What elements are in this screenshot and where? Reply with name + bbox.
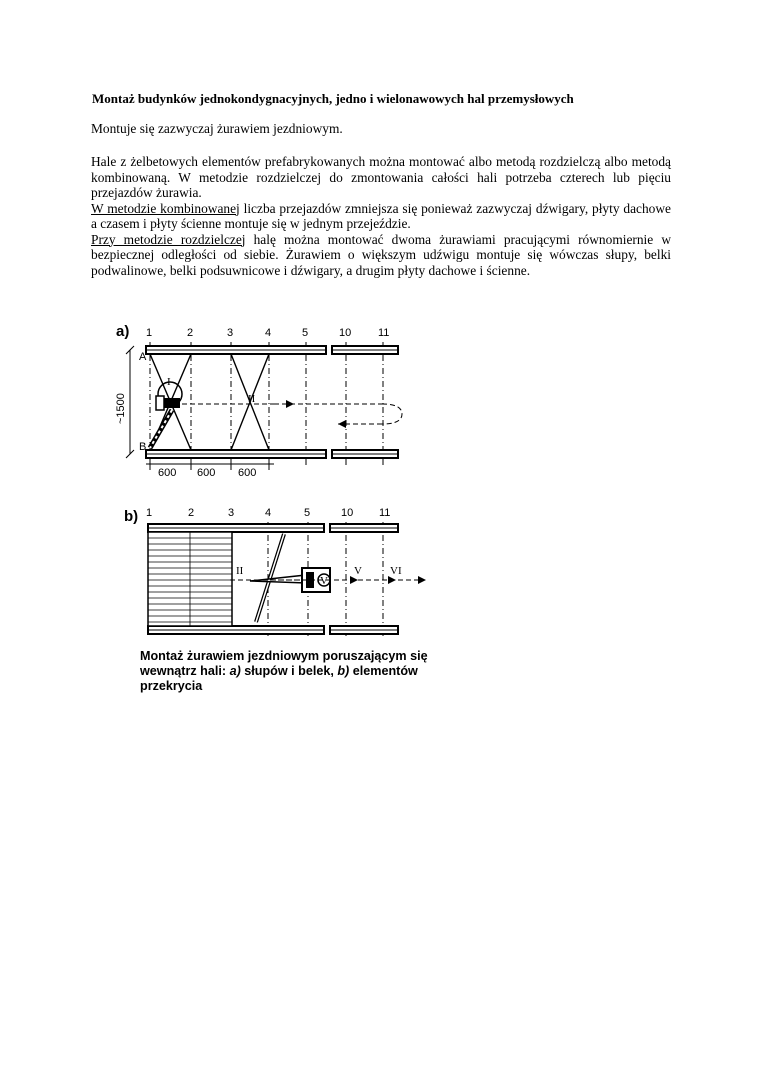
axis-label: 11 <box>378 327 390 339</box>
distributive-method-heading: Przy metodzie rozdzielczej <box>91 231 246 247</box>
axis-label: 1 <box>146 507 153 519</box>
arrow-right-icon <box>286 400 294 408</box>
combined-method-text: liczba przejazdów zmniejsza się ponieważ zazwyczaj dźwigary, płyty dachowe a czasem i płyty ścienne montuje się w jednym przejeździe. <box>91 200 671 231</box>
paragraph-methods <box>91 154 671 278</box>
row-label-b: B <box>139 441 147 453</box>
crane-position-marker: V <box>320 575 328 587</box>
caption-a-marker: a) <box>229 664 241 678</box>
axis-label: 2 <box>187 327 194 339</box>
axis-label: 11 <box>379 507 391 519</box>
position-label: VI <box>390 565 402 577</box>
arrow-right-icon <box>388 576 396 584</box>
axis-label: 4 <box>265 507 272 519</box>
arrow-right-icon <box>418 576 426 584</box>
distributive-method-text: halę można montować dwoma żurawiami pracującymi równomiernie w bezpiecznej odległości od siebie. Żurawiem o większym udźwigu montuje się wówczas słupy, belki podwalinowe, belki podsuwnicowe i dźwigary, a drugim płyty dachowe i ścienne. <box>91 231 671 278</box>
axis-label: 1 <box>146 327 153 339</box>
caption-line-3: przekrycia <box>140 679 203 693</box>
caption-a-text: słupów i belek, <box>240 664 338 678</box>
panel-a-travel-path <box>182 404 402 424</box>
axis-label: 2 <box>188 507 195 519</box>
axis-label: 10 <box>341 507 354 519</box>
position-label: I <box>167 376 171 388</box>
position-label: II <box>248 393 256 405</box>
panel-a-top-beam <box>146 346 398 354</box>
dimension-vertical-label: ~1500 <box>115 393 127 424</box>
caption-line-2-start: wewnątrz hali: <box>140 664 230 678</box>
caption-line-1: Montaż żurawiem jezdniowym poruszającym się <box>140 649 428 663</box>
dimension-label: 600 <box>158 467 177 479</box>
position-label: V <box>354 565 362 577</box>
axis-label: 5 <box>302 327 309 339</box>
crane-assembly-diagram <box>110 318 490 648</box>
dimension-vertical <box>126 346 134 458</box>
axis-label: 10 <box>339 327 352 339</box>
arrow-right-icon <box>350 576 358 584</box>
axis-label: 3 <box>228 507 235 519</box>
axis-label: 4 <box>265 327 272 339</box>
combined-method-heading: W metodzie kombinowanej <box>91 200 240 216</box>
panel-a-axis-labels <box>146 327 389 339</box>
panel-b-axis-labels <box>146 507 390 519</box>
panel-b-crane-boom <box>250 575 306 583</box>
methods-text-part1: Hale z żelbetowych elementów prefabrykowanych można montować albo metodą rozdzielczą albo metodą kombinowaną. W metodzie rozdzielczej do zmontowania całości hali potrzeba czterech lub pięciu przejazdów żurawia. <box>91 154 671 200</box>
panel-a-bottom-beam <box>146 450 398 458</box>
paragraph-intro: Montuje się zazwyczaj żurawiem jezdniowym. <box>91 121 343 136</box>
row-label-a: A <box>139 351 147 363</box>
crane-assembly-figure <box>110 318 490 708</box>
caption-b-marker: b) <box>337 664 350 678</box>
roof-plates <box>148 532 232 626</box>
arrow-left-icon <box>338 420 346 428</box>
caption-b-text: elementów <box>349 664 418 678</box>
panel-b-label: b) <box>124 508 139 525</box>
figure-caption <box>140 649 500 694</box>
position-label: II <box>236 565 244 577</box>
axis-label: 5 <box>304 507 311 519</box>
dimension-label: 600 <box>238 467 257 479</box>
axis-label: 3 <box>227 327 234 339</box>
panel-a-label: a) <box>116 323 130 340</box>
dimension-label: 600 <box>197 467 216 479</box>
page-title: Montaż budynków jednokondygnacyjnych, jedno i wielonawowych hal przemysłowych <box>92 91 574 106</box>
